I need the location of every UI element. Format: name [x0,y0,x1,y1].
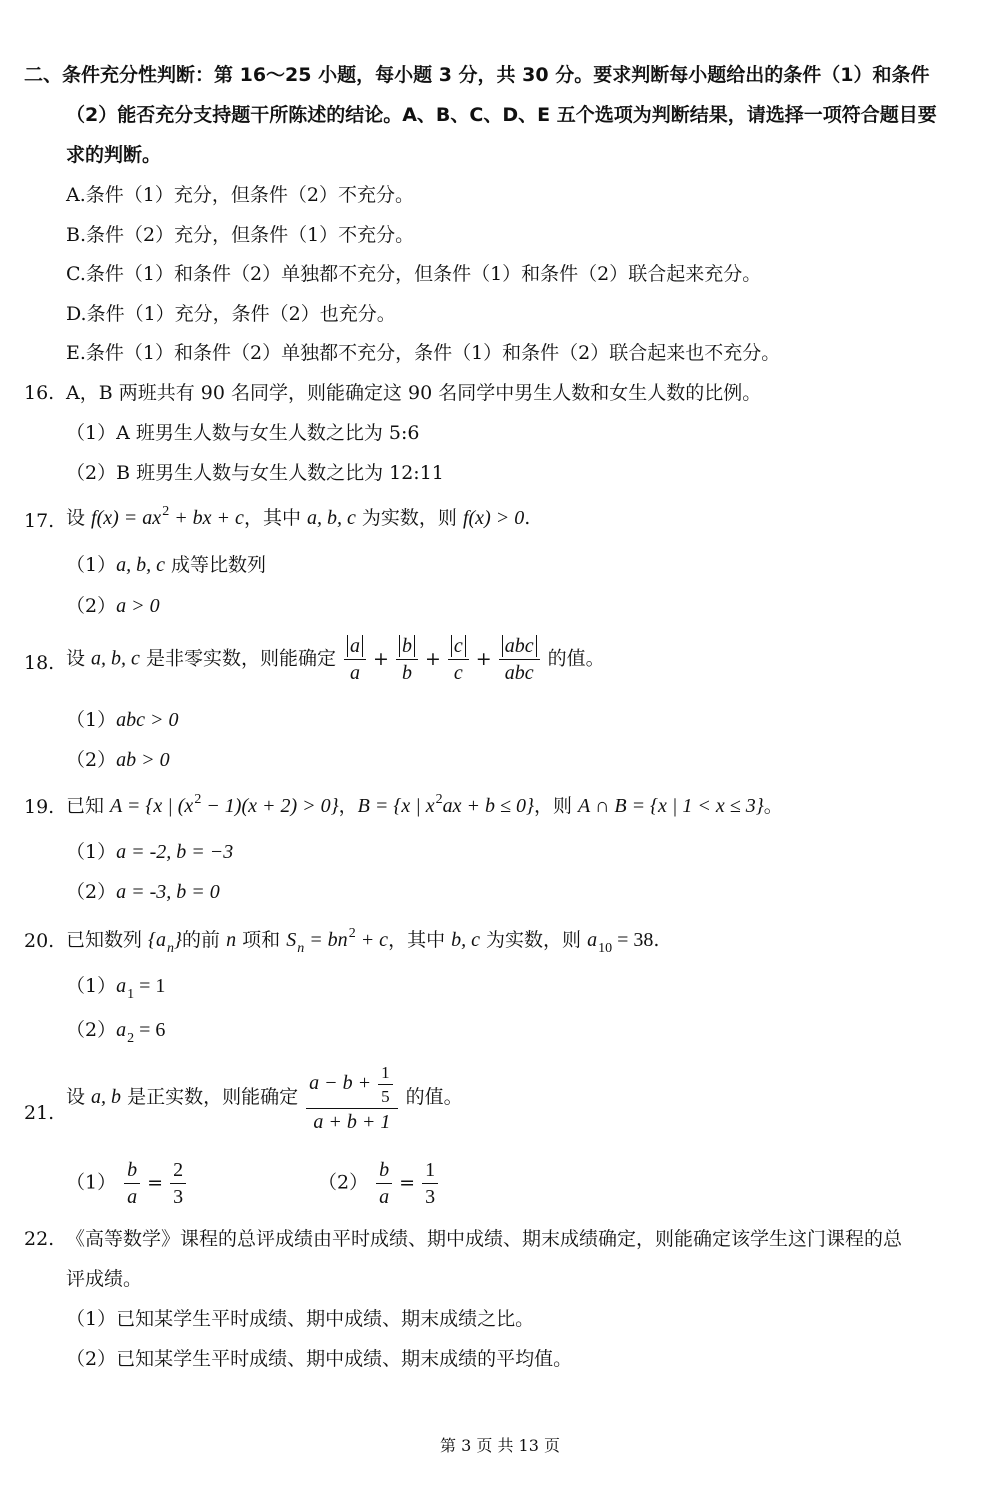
question-16-condition-2: （2）B 班男生人数与女生人数之比为 12:11 [66,462,444,484]
question-22-condition-1: （1）已知某学生平时成绩、期中成绩、期末成绩之比。 [66,1308,535,1330]
question-22-condition-2: （2）已知某学生平时成绩、期中成绩、期末成绩的平均值。 [66,1348,573,1370]
question-19-condition-2: （2）a = -3, b = 0 [66,881,220,903]
question-20-condition-1: $(1)a_1 = 1$ [66,975,166,1002]
question-22-number: 22. [24,1228,55,1250]
question-18-number: 18. [24,652,55,674]
fraction-abs-a: $\frac{a}{a}$ [344,636,366,683]
question-17-condition-1: （1）a, b, c 成等比数列 [66,554,267,576]
fraction-abs-c: $\frac{c}{c}$ [448,636,469,683]
q17-conclusion: f(x) > 0 [462,507,525,529]
set-intersection: A ∩ B = {x | 1 < x ≤ 3} [578,795,764,817]
fraction-two-thirds: $\frac{2}{3}$ [170,1160,186,1207]
section-heading-line1: 二、条件充分性判断：第 16～25 小题，每小题 3 分，共 30 分。要求判断每小题给出的条件（1）和条件 [24,64,930,86]
question-17-number: 17. [24,510,55,532]
question-16-condition-1: （1）A 班男生人数与女生人数之比为 5:6 [66,422,420,444]
section-heading-line2: （2）能否充分支持题干所陈述的结论。A、B、C、D、E 五个选项为判断结果，请选择一项符合题目要 [66,104,937,126]
fraction-one-fifth: $\frac{1}{5}$ [378,1064,393,1105]
section-heading-line3: 求的判断。 [66,144,162,166]
question-21-number: 21. [24,1102,55,1124]
question-18-stem: 设 a, b, c 是非零实数，则能确定 $\frac{a}{a}$ + $\frac{b}{b}$ + $\frac{c}{c}$ + $\frac{\text{abc}}{\text{abc}}$ 的值。 [66,635,605,684]
question-19-number: 19. [24,796,55,818]
question-20-stem: 已知数列 $\{a_n\}$的前 n 项和 $S_n = bn^2 + c$，其中 b, c 为实数，则 $a_{10} = 38$. [66,926,660,956]
question-17-stem: 设 $f(x) = ax^2$ + bx + c，其中 a, b, c 为实数，则 f(x) > 0. [66,504,531,529]
fraction-abs-b: $\frac{b}{b}$ [396,636,418,683]
fraction-b-over-a: $\frac{b}{a}$ [124,1160,140,1207]
question-22-stem-line1: 《高等数学》课程的总评成绩由平时成绩、期中成绩、期末成绩确定，则能确定该学生这门课程的总 [66,1228,903,1250]
question-18-condition-2: （2）ab > 0 [66,749,170,771]
option-c: C.条件（1）和条件（2）单独都不充分，但条件（1）和条件（2）联合起来充分。 [66,263,762,285]
page-number-footer: 第 3 页 共 13 页 [440,1436,560,1455]
option-e: E.条件（1）和条件（2）单独都不充分，条件（1）和条件（2）联合起来也不充分。 [66,342,781,364]
set-b: B = {x | x [357,795,435,817]
question-22-stem-line2: 评成绩。 [66,1268,143,1290]
question-20-number: 20. [24,930,55,952]
question-21-condition-1: （1） $\frac{b}{a}$ = $\frac{2}{3}$ [66,1160,188,1207]
question-21-stem: 设 a, b 是正实数，则能确定 a − b + $\frac{1}{5}$ a + b + 1 的值。 [66,1063,463,1133]
fraction-one-third: $\frac{1}{3}$ [422,1160,438,1207]
question-17-condition-2: （2）a > 0 [66,595,160,617]
question-16-stem: A，B 两班共有 90 名同学，则能确定这 90 名同学中男生人数和女生人数的比例。 [66,382,762,404]
q17-function: f(x) = ax [91,507,162,529]
option-d: D.条件（1）充分，条件（2）也充分。 [66,303,396,325]
question-19-stem: 已知 A = {x | $(x^2 - 1)(x + 2) > 0$}，B = {x | $x^2ax + b \le 0$}，则 A ∩ B = {x | 1 < x ≤ 3}。 [66,792,783,817]
set-a: A = {x | (x [110,795,194,817]
fraction-abs-abc: $\frac{\text{abc}}{\text{abc}}$ [499,636,540,683]
question-19-condition-1: （1）a = -2, b = −3 [66,841,234,863]
q21-main-fraction: a − b + $\frac{1}{5}$ a + b + 1 [306,1064,398,1132]
question-21-condition-2: （2） $\frac{b}{a}$ = $\frac{1}{3}$ [318,1160,440,1207]
question-16-number: 16. [24,382,55,404]
option-a: A.条件（1）充分，但条件（2）不充分。 [66,184,414,206]
option-b: B.条件（2）充分，但条件（1）不充分。 [66,224,415,246]
question-18-condition-1: （1）abc > 0 [66,709,179,731]
fraction-b-over-a: $\frac{b}{a}$ [376,1160,392,1207]
question-20-condition-2: $(2)a_2 = 6$ [66,1019,166,1046]
